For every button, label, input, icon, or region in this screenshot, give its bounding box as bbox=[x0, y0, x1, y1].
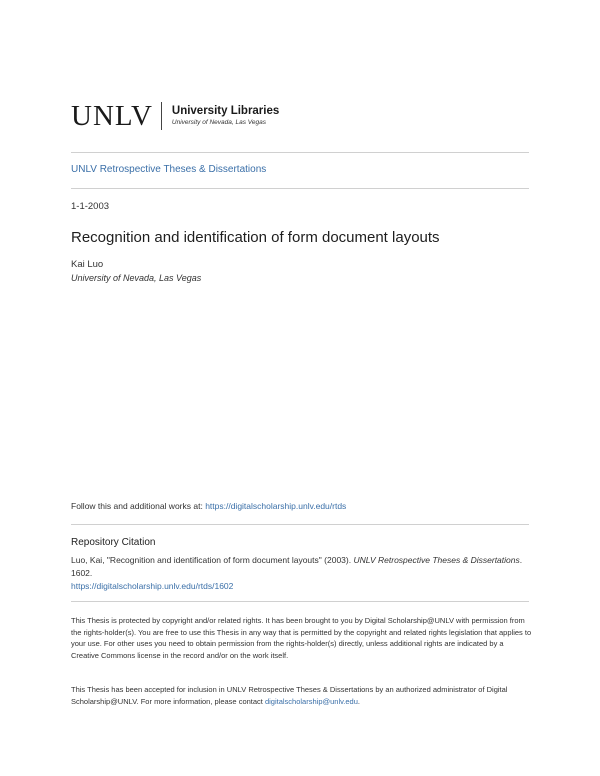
citation-heading: Repository Citation bbox=[71, 537, 156, 548]
logo-text bbox=[172, 104, 279, 128]
divider-series bbox=[71, 188, 529, 189]
divider-citation bbox=[71, 601, 529, 602]
rights-paragraph: This Thesis is protected by copyright and/or related rights. It has been brought to you by Digital Scholarship@UNLV with permission from the rights-holder(s). You are free to use this Thesis in any way that is permitted by the copyright and related rights legislation that applies to your use. For other uses you need to obtain permission from the rights-holder(s) directly, unless additional rights are indicated by a Creative Commons license in the record and/or on the work itself. bbox=[71, 616, 532, 660]
logo-subtitle: University of Nevada, Las Vegas bbox=[171, 119, 266, 126]
logo-title: University Libraries bbox=[171, 105, 280, 117]
follow-text: Follow this and additional works at: bbox=[71, 501, 206, 511]
unlv-libraries-logo[interactable] bbox=[71, 100, 279, 132]
contact-email-link[interactable]: digitalscholarship@unlv.edu bbox=[264, 696, 358, 706]
series-link[interactable]: UNLV Retrospective Theses & Dissertations bbox=[71, 164, 267, 175]
acceptance-paragraph bbox=[71, 684, 533, 707]
citation-series: UNLV Retrospective Theses & Dissertations bbox=[353, 555, 520, 565]
logo-wordmark: UNLV bbox=[71, 100, 153, 132]
author-affiliation: University of Nevada, Las Vegas bbox=[71, 273, 202, 283]
citation-text: Luo, Kai, "Recognition and identification of form document layouts" (2003). bbox=[71, 555, 354, 565]
acceptance-text: This Thesis has been accepted for inclusion in UNLV Retrospective Theses & Dissertations by an authorized administrator of Digital Scholarship@UNLV. For more information, please contact bbox=[71, 685, 508, 706]
author-name: Kai Luo bbox=[71, 259, 104, 270]
acceptance-end: . bbox=[357, 696, 360, 706]
document-title: Recognition and identification of form document layouts bbox=[71, 229, 440, 246]
publication-date: 1-1-2003 bbox=[71, 201, 110, 212]
citation-link[interactable]: https://digitalscholarship.unlv.edu/rtds/1602 bbox=[71, 581, 234, 591]
follow-line bbox=[71, 501, 346, 511]
logo-divider bbox=[161, 102, 162, 130]
citation-number: . 1602. bbox=[71, 555, 523, 578]
divider-top bbox=[71, 152, 529, 153]
follow-link[interactable]: https://digitalscholarship.unlv.edu/rtds bbox=[205, 501, 347, 511]
divider-follow bbox=[71, 524, 529, 525]
citation-body bbox=[71, 554, 531, 593]
